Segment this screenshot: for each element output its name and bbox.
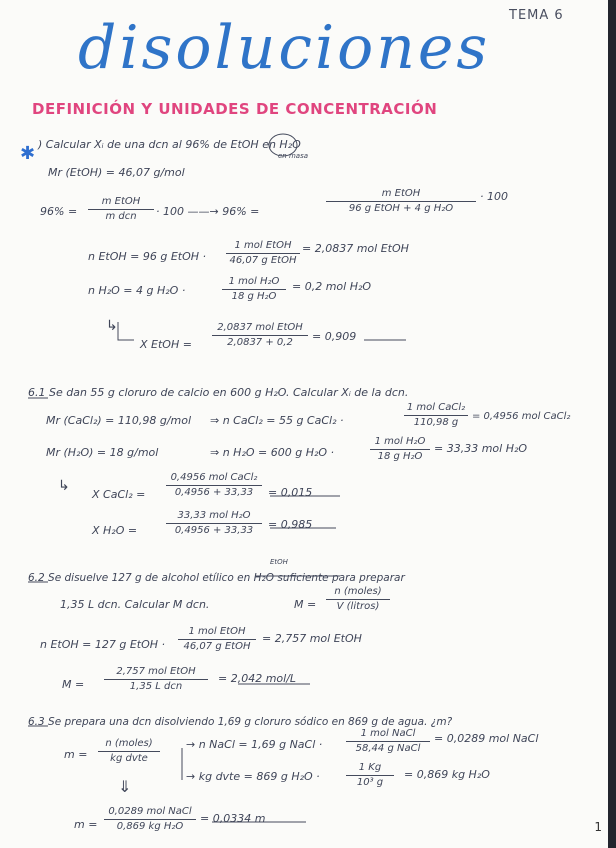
ex1-n-h2o-res: = 0,2 mol H₂O <box>292 280 372 293</box>
frac-num: 1 mol H₂O <box>228 276 280 287</box>
ex62-m-res: = 2,042 mol/L <box>218 672 297 685</box>
frac-num: m EtOH <box>381 188 421 199</box>
ex61-mr1: Mr (CaCl₂) = 110,98 g/mol <box>46 414 192 427</box>
frac-den: 0,4956 + 33,33 <box>174 525 254 536</box>
ex62-statement: 6.2 Se disuelve 127 g de alcohol etílico en H₂O suficiente para preparar <box>28 572 405 584</box>
ex62-line2: 1,35 L dcn. Calcular M dcn. <box>60 598 210 611</box>
ex1-statement: ) Calcular Xᵢ de una dcn al 96% de EtOH en H₂O <box>38 138 301 151</box>
frac-num: 1 mol H₂O <box>374 436 426 447</box>
ex1-n-h2o: n H₂O = 4 g H₂O · <box>88 284 186 297</box>
return-arrow-icon: ↳ <box>106 318 118 334</box>
page-title: disoluciones <box>78 13 491 83</box>
frac-den: 46,07 g EtOH <box>229 255 297 266</box>
frac-num: 0,0289 mol NaCl <box>108 806 192 817</box>
ex61-mr2: Mr (H₂O) = 18 g/mol <box>46 446 159 459</box>
ex1-n-etoh-res: = 2,0837 mol EtOH <box>302 242 409 255</box>
frac-den: kg dvte <box>110 753 148 764</box>
frac-den: m dcn <box>105 211 137 222</box>
frac-num: 1 mol EtOH <box>234 240 292 251</box>
ex61-mr2-arrow: ⇒ n H₂O = 600 g H₂O · <box>210 446 335 459</box>
circle-mark <box>269 134 297 156</box>
ex1-n-etoh: n EtOH = 96 g EtOH · <box>88 250 207 263</box>
ex61-statement: 6.1 Se dan 55 g cloruro de calcio en 600 g H₂O. Calcular Xᵢ de la dcn. <box>28 386 409 399</box>
frac-den: 110,98 g <box>413 417 459 428</box>
ex62-m-def: M = <box>294 598 317 611</box>
ex61-mr1-arrow: ⇒ n CaCl₂ = 55 g CaCl₂ · <box>210 414 344 427</box>
frac-num: 1 mol NaCl <box>360 728 416 739</box>
section-subtitle: DEFINICIÓN Y UNIDADES DE CONCENTRACIÓN <box>32 100 438 118</box>
ex1-eq1-end: · 100 <box>480 190 508 203</box>
frac-num: m EtOH <box>101 196 141 207</box>
ex63-res-val: = 0,0334 m <box>200 812 266 825</box>
frac-den: 10³ g <box>356 777 384 788</box>
frac-num: 2,757 mol EtOH <box>116 666 196 677</box>
frac-num: 1 mol CaCl₂ <box>406 402 466 413</box>
ex63-statement: 6.3 Se prepara una dcn disolviendo 1,69 g cloruro sódico en 869 g de agua. ¿m? <box>28 716 453 728</box>
topic-tag: TEMA 6 <box>509 8 564 23</box>
ex62-n-label: n EtOH = 127 g EtOH · <box>40 638 166 651</box>
ex63-n-res: = 0,0289 mol NaCl <box>434 732 539 745</box>
ex1-x-res: = 0,909 <box>312 330 357 343</box>
return-arrow-icon: ↳ <box>58 478 70 494</box>
ex63-n-label: → n NaCl = 1,69 g NaCl · <box>186 738 323 751</box>
ex62-n-res: = 2,757 mol EtOH <box>262 632 362 645</box>
ex1-mr: Mr (EtOH) = 46,07 g/mol <box>48 166 185 179</box>
frac-num: 2,0837 mol EtOH <box>217 322 303 333</box>
frac-num: 33,33 mol H₂O <box>177 510 251 521</box>
ex61-x2-res: = 0,985 <box>268 518 313 531</box>
star-icon: ✱ <box>20 143 36 164</box>
ex63-m-label: m = <box>64 748 88 761</box>
frac-den: 58,44 g NaCl <box>355 743 421 754</box>
frac-den: 0,4956 + 33,33 <box>174 487 254 498</box>
frac-den: 18 g H₂O <box>377 451 423 462</box>
frac-den: 46,07 g EtOH <box>183 641 251 652</box>
frac-num: 1 Kg <box>358 762 382 773</box>
ex61-x1-label: X CaCl₂ = <box>92 488 146 501</box>
ex1-x-label: X EtOH = <box>140 338 192 351</box>
ex63-res-label: m = <box>74 818 98 831</box>
ex61-mr2-res: = 33,33 mol H₂O <box>434 442 528 455</box>
ex62-over-word: EtOH <box>270 558 288 566</box>
frac-den: 0,869 kg H₂O <box>116 821 184 832</box>
ex1-note: en masa <box>278 152 309 160</box>
frac-den: 18 g H₂O <box>231 291 277 302</box>
ex61-mr1-res: = 0,4956 mol CaCl₂ <box>472 411 571 422</box>
frac-num: n (moles) <box>105 738 153 749</box>
frac-den: 2,0837 + 0,2 <box>227 337 293 348</box>
page-number: 1 <box>594 820 602 834</box>
ex63-kg-label: → kg dvte = 869 g H₂O · <box>186 770 320 783</box>
frac-den: V (litros) <box>336 601 380 612</box>
frac-den: 96 g EtOH + 4 g H₂O <box>348 203 454 214</box>
ex62-m-label: M = <box>62 678 85 691</box>
ex1-eq1-mid: · 100 ——→ 96% = <box>156 205 260 218</box>
ex1-eq1-left: 96% = <box>40 205 78 218</box>
frac-num: 0,4956 mol CaCl₂ <box>170 472 258 483</box>
frac-num: n (moles) <box>334 586 382 597</box>
frac-num: 1 mol EtOH <box>188 626 246 637</box>
ex61-x1-res: = 0,015 <box>268 486 313 499</box>
ex63-kg-res: = 0,869 kg H₂O <box>404 768 490 781</box>
ex61-x2-label: X H₂O = <box>92 524 138 537</box>
frac-den: 1,35 L dcn <box>129 681 183 692</box>
down-arrow-icon: ⇓ <box>118 777 132 796</box>
